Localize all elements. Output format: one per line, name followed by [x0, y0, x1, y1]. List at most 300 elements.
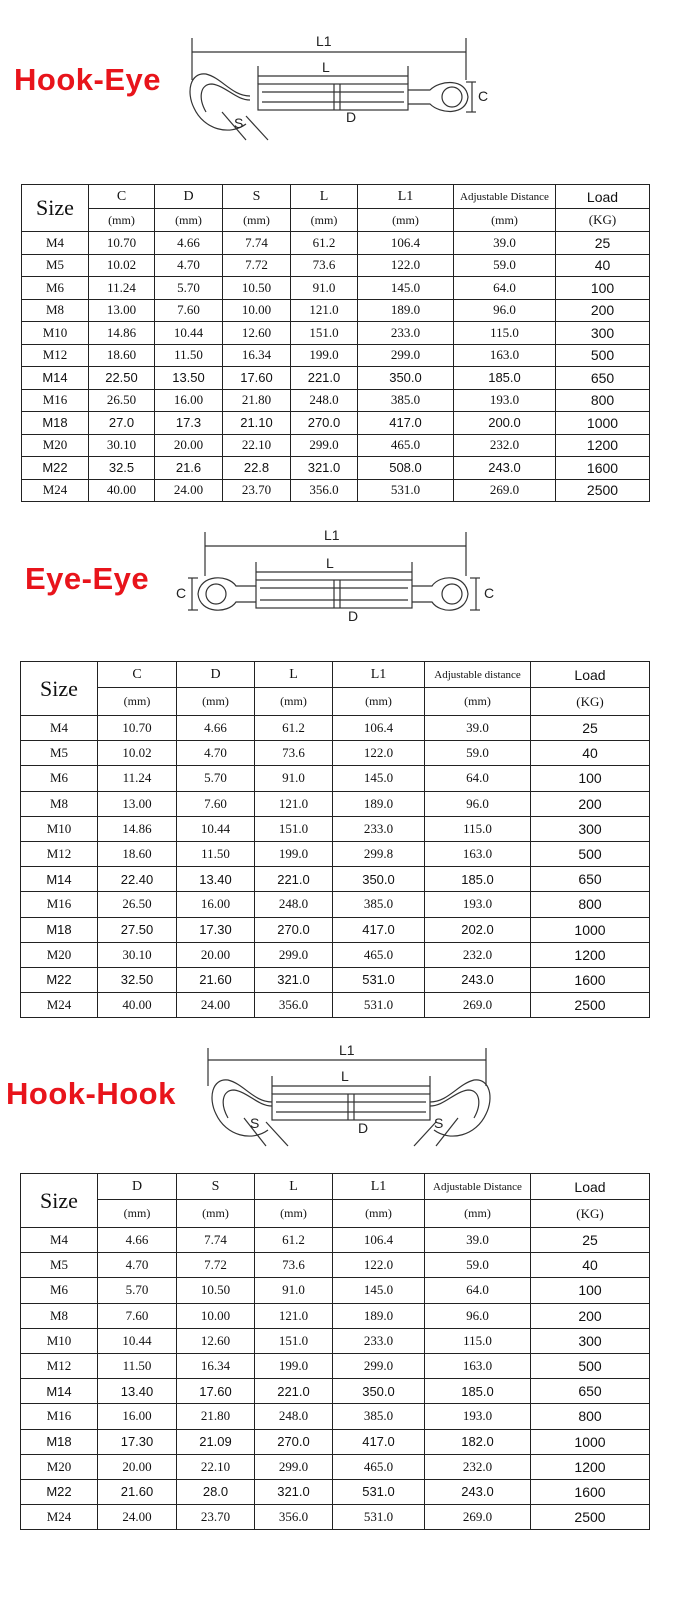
value-cell: 299.0 [291, 434, 358, 457]
hook-hook-s-right-label: S [434, 1115, 444, 1131]
unit-cell: (mm) [333, 1200, 425, 1228]
value-cell: 10.02 [98, 741, 177, 766]
value-cell: 385.0 [333, 1404, 425, 1429]
table-row [21, 1505, 650, 1530]
value-cell: 163.0 [425, 1353, 531, 1378]
table-row [22, 232, 650, 255]
table-row [21, 892, 650, 917]
value-cell: 122.0 [358, 254, 454, 277]
value-cell: 269.0 [425, 1505, 531, 1530]
value-cell: 270.0 [255, 1429, 333, 1454]
value-cell: 22.10 [177, 1454, 255, 1479]
size-cell: M12 [21, 1353, 98, 1378]
value-cell: 243.0 [425, 967, 531, 992]
value-cell: 5.70 [98, 1278, 177, 1303]
size-cell: M12 [22, 344, 89, 367]
size-cell: M22 [21, 967, 98, 992]
value-cell: 145.0 [333, 766, 425, 791]
value-cell: 40.00 [98, 993, 177, 1018]
value-cell: 7.60 [98, 1303, 177, 1328]
value-cell: 16.34 [177, 1353, 255, 1378]
value-cell: 32.50 [98, 967, 177, 992]
value-cell: 64.0 [425, 1278, 531, 1303]
col-header: L1 [333, 1174, 425, 1200]
unit-cell: (mm) [89, 209, 155, 232]
value-cell: 16.00 [98, 1404, 177, 1429]
value-cell: 11.50 [177, 841, 255, 866]
load-cell: 1600 [556, 457, 650, 480]
eye-eye-diagram [0, 518, 690, 648]
value-cell: 27.50 [98, 917, 177, 942]
value-cell: 385.0 [333, 892, 425, 917]
value-cell: 10.02 [89, 254, 155, 277]
size-cell: M4 [21, 1228, 98, 1253]
value-cell: 122.0 [333, 741, 425, 766]
unit-cell: (mm) [425, 1200, 531, 1228]
value-cell: 232.0 [454, 434, 556, 457]
table-row [21, 867, 650, 892]
value-cell: 299.0 [255, 1454, 333, 1479]
hook-hook-d-label: D [358, 1120, 369, 1136]
size-header: Size [22, 185, 89, 232]
value-cell: 40.00 [89, 479, 155, 502]
value-cell: 64.0 [454, 277, 556, 300]
value-cell: 11.50 [155, 344, 223, 367]
value-cell: 30.10 [89, 434, 155, 457]
value-cell: 73.6 [255, 1253, 333, 1278]
size-cell: M10 [22, 322, 89, 345]
value-cell: 17.3 [155, 412, 223, 435]
value-cell: 5.70 [177, 766, 255, 791]
hook-eye-l1-label: L1 [316, 33, 332, 49]
value-cell: 151.0 [255, 816, 333, 841]
load-cell: 200 [531, 791, 650, 816]
load-cell: 1200 [556, 434, 650, 457]
load-cell: 100 [556, 277, 650, 300]
table-row [22, 254, 650, 277]
table-row [22, 434, 650, 457]
value-cell: 145.0 [358, 277, 454, 300]
load-cell: 100 [531, 766, 650, 791]
value-cell: 21.09 [177, 1429, 255, 1454]
col-header: C [98, 662, 177, 688]
table-row [21, 816, 650, 841]
value-cell: 27.0 [89, 412, 155, 435]
load-cell: 40 [531, 1253, 650, 1278]
value-cell: 20.00 [98, 1454, 177, 1479]
size-cell: M20 [21, 1454, 98, 1479]
value-cell: 531.0 [333, 993, 425, 1018]
value-cell: 22.40 [98, 867, 177, 892]
unit-cell: (KG) [556, 209, 650, 232]
value-cell: 508.0 [358, 457, 454, 480]
col-header: L1 [358, 185, 454, 209]
value-cell: 13.50 [155, 367, 223, 390]
value-cell: 4.66 [98, 1228, 177, 1253]
value-cell: 10.00 [177, 1303, 255, 1328]
hook-hook-rows [21, 1228, 650, 1530]
value-cell: 39.0 [425, 716, 531, 741]
value-cell: 269.0 [425, 993, 531, 1018]
size-cell: M12 [21, 841, 98, 866]
value-cell: 26.50 [89, 389, 155, 412]
eye-eye-l1-label: L1 [324, 527, 340, 543]
value-cell: 7.72 [223, 254, 291, 277]
value-cell: 64.0 [425, 766, 531, 791]
value-cell: 115.0 [425, 816, 531, 841]
value-cell: 18.60 [89, 344, 155, 367]
table-row [22, 412, 650, 435]
value-cell: 106.4 [333, 716, 425, 741]
value-cell: 221.0 [255, 867, 333, 892]
value-cell: 10.44 [177, 816, 255, 841]
table-row [22, 299, 650, 322]
value-cell: 7.74 [223, 232, 291, 255]
load-cell: 1000 [556, 412, 650, 435]
value-cell: 350.0 [358, 367, 454, 390]
value-cell: 17.60 [223, 367, 291, 390]
table-row [22, 457, 650, 480]
eye-eye-title: Eye-Eye [25, 561, 150, 596]
value-cell: 21.60 [98, 1479, 177, 1504]
value-cell: 32.5 [89, 457, 155, 480]
load-cell: 2500 [556, 479, 650, 502]
value-cell: 4.70 [155, 254, 223, 277]
hook-eye-c-label: C [478, 88, 489, 104]
value-cell: 4.70 [98, 1253, 177, 1278]
value-cell: 356.0 [255, 1505, 333, 1530]
value-cell: 193.0 [425, 892, 531, 917]
load-cell: 1600 [531, 1479, 650, 1504]
load-cell: 200 [556, 299, 650, 322]
value-cell: 16.34 [223, 344, 291, 367]
value-cell: 10.70 [89, 232, 155, 255]
table-row [21, 841, 650, 866]
value-cell: 61.2 [291, 232, 358, 255]
value-cell: 531.0 [333, 1505, 425, 1530]
table-row [22, 322, 650, 345]
value-cell: 248.0 [291, 389, 358, 412]
value-cell: 232.0 [425, 1454, 531, 1479]
value-cell: 10.44 [98, 1328, 177, 1353]
value-cell: 17.30 [177, 917, 255, 942]
value-cell: 13.00 [89, 299, 155, 322]
value-cell: 4.66 [155, 232, 223, 255]
value-cell: 299.0 [333, 1353, 425, 1378]
unit-cell: (mm) [98, 1200, 177, 1228]
unit-cell: (KG) [531, 688, 650, 716]
value-cell: 193.0 [425, 1404, 531, 1429]
value-cell: 23.70 [223, 479, 291, 502]
table-row [21, 993, 650, 1018]
hook-eye-d-label: D [346, 109, 357, 125]
value-cell: 232.0 [425, 942, 531, 967]
value-cell: 10.70 [98, 716, 177, 741]
load-cell: 800 [531, 1404, 650, 1429]
load-cell: 100 [531, 1278, 650, 1303]
value-cell: 21.6 [155, 457, 223, 480]
size-cell: M4 [21, 716, 98, 741]
size-cell: M20 [22, 434, 89, 457]
value-cell: 185.0 [425, 867, 531, 892]
value-cell: 17.60 [177, 1379, 255, 1404]
value-cell: 10.50 [223, 277, 291, 300]
value-cell: 10.50 [177, 1278, 255, 1303]
unit-cell: (mm) [333, 688, 425, 716]
unit-cell: (mm) [358, 209, 454, 232]
value-cell: 350.0 [333, 867, 425, 892]
hook-eye-table [21, 184, 650, 502]
value-cell: 11.24 [89, 277, 155, 300]
value-cell: 16.00 [177, 892, 255, 917]
value-cell: 248.0 [255, 892, 333, 917]
load-cell: 1000 [531, 1429, 650, 1454]
unit-cell: (KG) [531, 1200, 650, 1228]
size-cell: M6 [21, 766, 98, 791]
table-row [21, 1328, 650, 1353]
col-header: D [155, 185, 223, 209]
table-row [22, 389, 650, 412]
value-cell: 531.0 [333, 967, 425, 992]
value-cell: 39.0 [454, 232, 556, 255]
hook-hook-l1-label: L1 [339, 1042, 355, 1058]
hook-hook-title: Hook-Hook [6, 1076, 176, 1111]
load-cell: 500 [531, 1353, 650, 1378]
size-cell: M20 [21, 942, 98, 967]
value-cell: 270.0 [255, 917, 333, 942]
eye-eye-rows [21, 716, 650, 1018]
table-row [21, 1479, 650, 1504]
value-cell: 145.0 [333, 1278, 425, 1303]
value-cell: 200.0 [454, 412, 556, 435]
unit-cell: (mm) [223, 209, 291, 232]
table-row [21, 1228, 650, 1253]
load-cell: 300 [556, 322, 650, 345]
value-cell: 21.80 [223, 389, 291, 412]
value-cell: 21.60 [177, 967, 255, 992]
eye-eye-c-right-label: C [484, 585, 495, 601]
value-cell: 221.0 [291, 367, 358, 390]
size-cell: M4 [22, 232, 89, 255]
load-cell: 2500 [531, 993, 650, 1018]
table-row [21, 766, 650, 791]
value-cell: 299.0 [255, 942, 333, 967]
value-cell: 465.0 [333, 942, 425, 967]
value-cell: 91.0 [255, 1278, 333, 1303]
value-cell: 233.0 [333, 1328, 425, 1353]
size-cell: M22 [21, 1479, 98, 1504]
col-header: Adjustable distance [425, 662, 531, 688]
load-cell: 1200 [531, 942, 650, 967]
value-cell: 193.0 [454, 389, 556, 412]
value-cell: 115.0 [454, 322, 556, 345]
value-cell: 202.0 [425, 917, 531, 942]
value-cell: 465.0 [358, 434, 454, 457]
table-row [21, 1379, 650, 1404]
value-cell: 7.60 [177, 791, 255, 816]
value-cell: 233.0 [333, 816, 425, 841]
value-cell: 199.0 [255, 841, 333, 866]
value-cell: 163.0 [454, 344, 556, 367]
load-cell: 650 [556, 367, 650, 390]
size-cell: M6 [21, 1278, 98, 1303]
value-cell: 321.0 [255, 967, 333, 992]
load-cell: 300 [531, 1328, 650, 1353]
unit-cell: (mm) [255, 688, 333, 716]
load-cell: 650 [531, 1379, 650, 1404]
value-cell: 199.0 [255, 1353, 333, 1378]
col-header: L1 [333, 662, 425, 688]
value-cell: 73.6 [255, 741, 333, 766]
load-cell: 25 [531, 716, 650, 741]
hook-hook-table [20, 1173, 650, 1530]
value-cell: 7.72 [177, 1253, 255, 1278]
size-cell: M5 [21, 1253, 98, 1278]
load-header: Load [531, 662, 650, 688]
load-cell: 650 [531, 867, 650, 892]
value-cell: 22.50 [89, 367, 155, 390]
col-header: D [177, 662, 255, 688]
value-cell: 24.00 [98, 1505, 177, 1530]
col-header: Adjustable Distance [454, 185, 556, 209]
value-cell: 417.0 [333, 1429, 425, 1454]
value-cell: 189.0 [333, 791, 425, 816]
table-row [21, 1454, 650, 1479]
table-row [21, 1429, 650, 1454]
table-row [21, 1404, 650, 1429]
value-cell: 59.0 [454, 254, 556, 277]
unit-cell: (mm) [98, 688, 177, 716]
value-cell: 91.0 [291, 277, 358, 300]
size-cell: M5 [21, 741, 98, 766]
table-row [21, 1278, 650, 1303]
value-cell: 185.0 [425, 1379, 531, 1404]
size-cell: M5 [22, 254, 89, 277]
value-cell: 151.0 [255, 1328, 333, 1353]
size-header: Size [21, 662, 98, 716]
value-cell: 321.0 [291, 457, 358, 480]
value-cell: 121.0 [255, 791, 333, 816]
size-cell: M10 [21, 816, 98, 841]
unit-cell: (mm) [177, 1200, 255, 1228]
value-cell: 199.0 [291, 344, 358, 367]
value-cell: 531.0 [333, 1479, 425, 1504]
size-cell: M14 [21, 867, 98, 892]
value-cell: 7.74 [177, 1228, 255, 1253]
load-cell: 40 [531, 741, 650, 766]
value-cell: 13.40 [98, 1379, 177, 1404]
load-cell: 25 [531, 1228, 650, 1253]
value-cell: 73.6 [291, 254, 358, 277]
unit-cell: (mm) [454, 209, 556, 232]
value-cell: 10.00 [223, 299, 291, 322]
value-cell: 356.0 [255, 993, 333, 1018]
size-cell: M8 [22, 299, 89, 322]
value-cell: 21.10 [223, 412, 291, 435]
load-cell: 1200 [531, 1454, 650, 1479]
size-cell: M16 [21, 892, 98, 917]
table-row [21, 1253, 650, 1278]
size-cell: M14 [22, 367, 89, 390]
value-cell: 417.0 [358, 412, 454, 435]
value-cell: 189.0 [333, 1303, 425, 1328]
size-cell: M18 [21, 917, 98, 942]
table-row [21, 942, 650, 967]
eye-eye-table [20, 661, 650, 1018]
value-cell: 13.00 [98, 791, 177, 816]
table-row [21, 1303, 650, 1328]
load-cell: 40 [556, 254, 650, 277]
size-cell: M16 [22, 389, 89, 412]
load-cell: 1000 [531, 917, 650, 942]
value-cell: 24.00 [177, 993, 255, 1018]
value-cell: 12.60 [177, 1328, 255, 1353]
value-cell: 356.0 [291, 479, 358, 502]
value-cell: 243.0 [425, 1479, 531, 1504]
value-cell: 22.10 [223, 434, 291, 457]
value-cell: 465.0 [333, 1454, 425, 1479]
value-cell: 59.0 [425, 741, 531, 766]
value-cell: 7.60 [155, 299, 223, 322]
load-cell: 2500 [531, 1505, 650, 1530]
col-header: L [255, 662, 333, 688]
value-cell: 299.0 [358, 344, 454, 367]
eye-eye-l-label: L [326, 555, 334, 571]
table-row [21, 1353, 650, 1378]
value-cell: 417.0 [333, 917, 425, 942]
table-row [22, 479, 650, 502]
value-cell: 61.2 [255, 716, 333, 741]
load-cell: 25 [556, 232, 650, 255]
eye-eye-c-left-label: C [176, 585, 187, 601]
load-header: Load [556, 185, 650, 209]
unit-cell: (mm) [155, 209, 223, 232]
unit-cell: (mm) [291, 209, 358, 232]
value-cell: 30.10 [98, 942, 177, 967]
value-cell: 163.0 [425, 841, 531, 866]
value-cell: 11.24 [98, 766, 177, 791]
value-cell: 21.80 [177, 1404, 255, 1429]
load-cell: 1600 [531, 967, 650, 992]
value-cell: 96.0 [425, 791, 531, 816]
size-cell: M18 [21, 1429, 98, 1454]
value-cell: 182.0 [425, 1429, 531, 1454]
col-header: D [98, 1174, 177, 1200]
load-cell: 500 [531, 841, 650, 866]
value-cell: 24.00 [155, 479, 223, 502]
load-cell: 500 [556, 344, 650, 367]
value-cell: 106.4 [358, 232, 454, 255]
value-cell: 151.0 [291, 322, 358, 345]
value-cell: 269.0 [454, 479, 556, 502]
value-cell: 121.0 [291, 299, 358, 322]
table-row [22, 367, 650, 390]
unit-cell: (mm) [425, 688, 531, 716]
value-cell: 122.0 [333, 1253, 425, 1278]
hook-eye-diagram [0, 0, 690, 180]
table-row [21, 791, 650, 816]
hook-eye-title: Hook-Eye [14, 62, 161, 97]
col-header: S [177, 1174, 255, 1200]
size-cell: M8 [21, 791, 98, 816]
size-cell: M24 [21, 993, 98, 1018]
eye-eye-d-label: D [348, 608, 359, 624]
size-cell: M24 [22, 479, 89, 502]
load-cell: 200 [531, 1303, 650, 1328]
value-cell: 248.0 [255, 1404, 333, 1429]
value-cell: 4.70 [177, 741, 255, 766]
value-cell: 16.00 [155, 389, 223, 412]
